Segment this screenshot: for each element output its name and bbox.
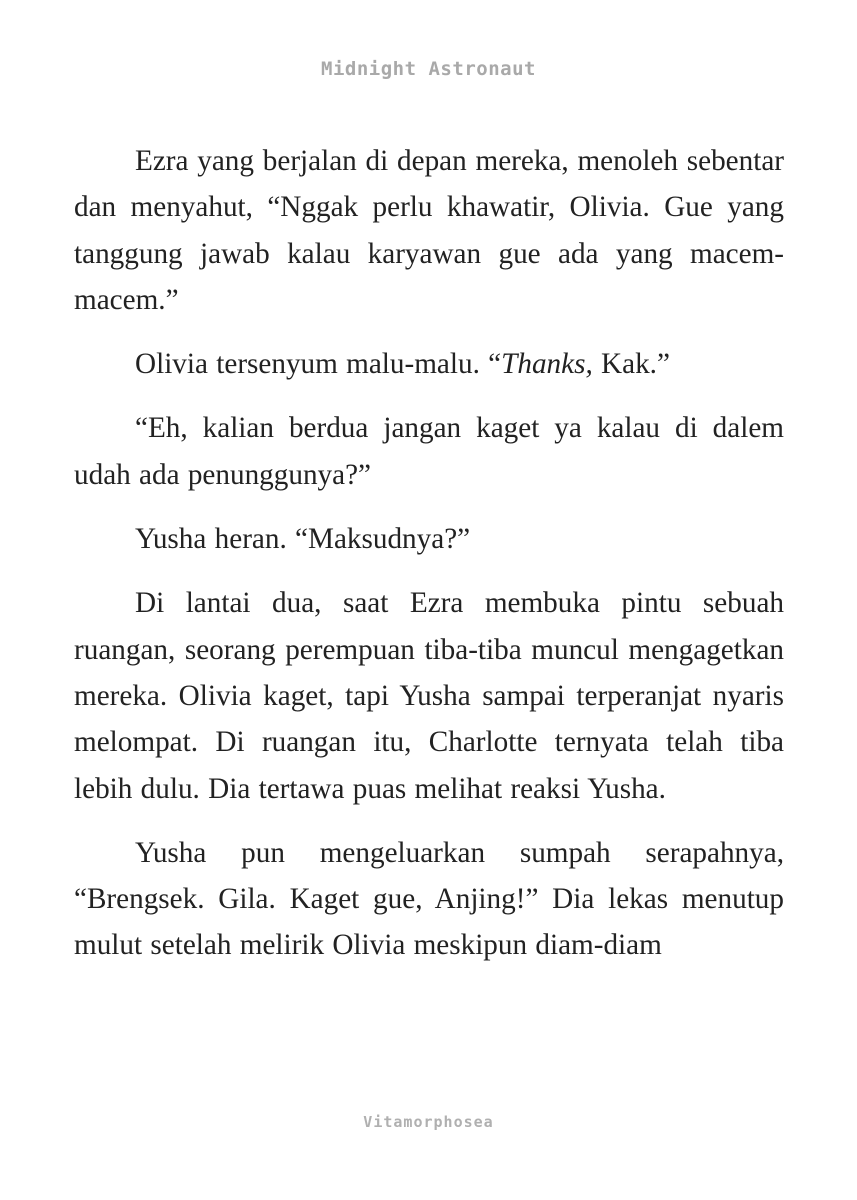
paragraph-2-text-end: Kak.” — [592, 348, 670, 381]
paragraph-4: Yusha heran. “Maksudnya?” — [135, 523, 471, 556]
paragraph-5: Di lantai dua, saat Ezra membuka pintu sebuah ruangan, seorang perempuan tiba-tiba muncul mengagetkan mereka. Olivia kaget, tapi Yusha sampai terperanjat nyaris melompat. Di ruangan itu, Charlotte ternyata telah tiba lebih dulu. Dia tertawa puas melihat reaksi Yusha. — [74, 587, 784, 805]
running-footer-author: Vitamorphosea — [363, 1113, 494, 1131]
paragraph-2-text-start: Olivia tersenyum malu-malu. “ — [135, 348, 502, 381]
body-text — [74, 138, 784, 987]
paragraph-2 — [74, 341, 784, 387]
paragraph-6: Yusha pun mengeluarkan sumpah serapahnya, “Brengsek. Gila. Kaget gue, Anjing!” Dia lekas menutup mulut setelah melirik Olivia meskipun diam-diam — [74, 836, 784, 962]
running-header-title: Midnight Astronaut — [321, 58, 536, 80]
paragraph-1: Ezra yang berjalan di depan mereka, menoleh sebentar dan menyahut, “Nggak perlu khawatir, Olivia. Gue yang tanggung jawab kalau karyawan gue ada yang macem-macem.” — [74, 145, 784, 316]
paragraph-3: “Eh, kalian berdua jangan kaget ya kalau di dalem udah ada penunggunya?” — [74, 412, 784, 491]
paragraph-2-italic-word: Thanks, — [501, 348, 593, 381]
